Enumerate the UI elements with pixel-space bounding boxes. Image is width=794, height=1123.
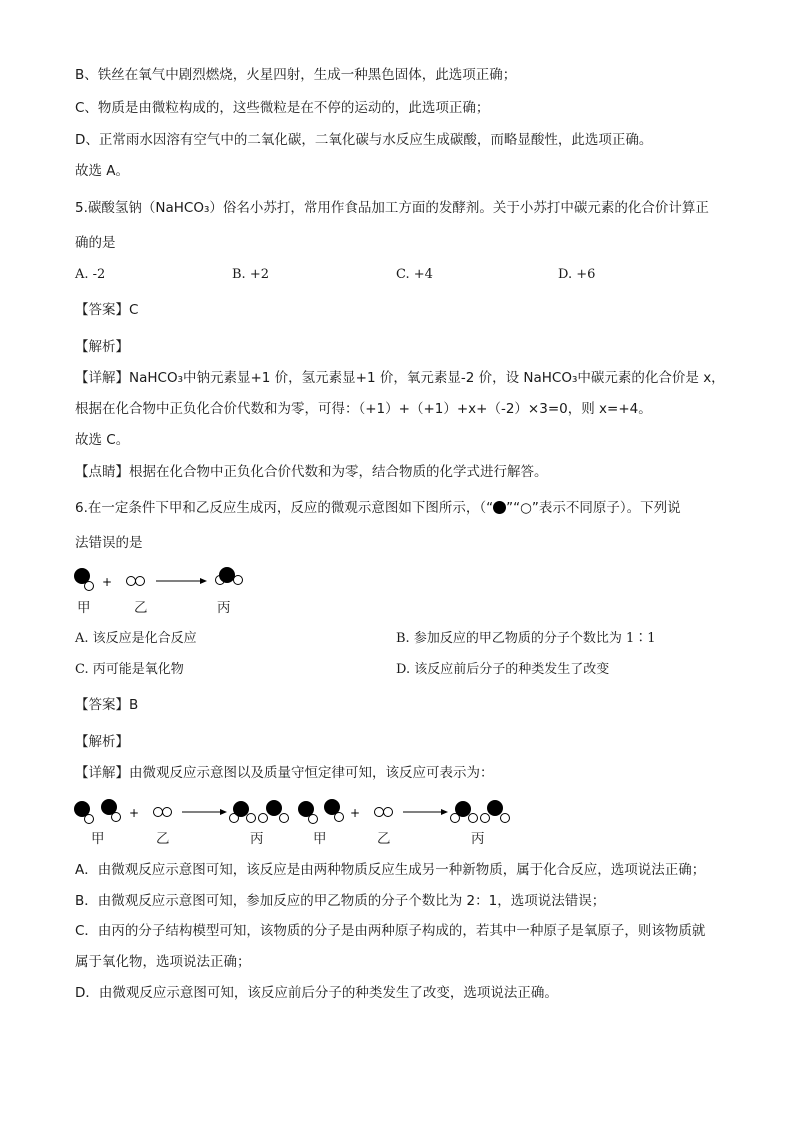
- molecule-bing: [259, 800, 289, 823]
- q5-analysis-tag: 【解析】: [75, 339, 129, 355]
- white-atom-icon: [501, 814, 510, 823]
- diagram2-label-bing: 丙: [471, 831, 485, 847]
- white-atom-icon: [127, 577, 136, 586]
- molecule-bing: [230, 801, 256, 823]
- q6-stem-part1: 6.在一定条件下甲和乙反应生成丙，反应的微观示意图如下图所示，（“: [75, 500, 494, 516]
- white-atom-icon: [469, 814, 478, 823]
- q6-analysis-tag: 【解析】: [75, 734, 129, 750]
- comment-text: 根据在化合物中正负化合价代数和为零，结合物质的化学式进行解答。: [129, 464, 548, 480]
- q5-stem-line1: 5.碳酸氢钠（NaHCO₃）俗名小苏打，常用作食品加工方面的发酵剂。关于小苏打中碳元素的化合价计算正: [75, 200, 709, 216]
- diagram2-label-jia: 甲: [313, 831, 327, 847]
- q5-detail-line2: 根据在化合物中正负化合价代数和为零，可得：（+1）+（+1）+x+（-2）×3=0，则 x=+4。: [75, 401, 652, 417]
- answer-value: C: [129, 302, 139, 318]
- diagram-label-jia: 甲: [77, 600, 91, 616]
- q6-stem-line2: 法错误的是: [75, 535, 143, 551]
- q5-option-c: C. +4: [396, 267, 433, 282]
- white-atom-icon: [259, 814, 268, 823]
- text-line-c: C、物质是由微粒构成的，这些微粒是在不停的运动的，此选项正确；: [75, 100, 490, 116]
- detail-tag: 【详解】: [75, 765, 129, 781]
- white-atom-icon: [112, 813, 121, 822]
- q6-explain-a: A．由微观反应示意图可知，该反应是由两种物质反应生成另一种新物质，属于化合反应，选项说法正确；: [75, 862, 706, 878]
- text-line-d: D、正常雨水因溶有空气中的二氧化碳，二氧化碳与水反应生成碳酸，而略显酸性，此选项正确。: [75, 132, 653, 148]
- white-atom-icon: [154, 808, 163, 817]
- q6-answer: [75, 696, 138, 714]
- answer-tag: 【答案】: [75, 302, 129, 318]
- white-atom-icon: [384, 808, 393, 817]
- q5-option-a: A. -2: [75, 267, 106, 282]
- black-atom-icon: [233, 801, 249, 817]
- q5-choose: 故选 C。: [75, 432, 130, 448]
- reaction-diagram: [70, 564, 250, 598]
- white-atom-icon: [136, 577, 145, 586]
- detail-tag: 【详解】: [75, 370, 129, 386]
- answer-value: B: [129, 697, 139, 713]
- white-atom-icon: [481, 814, 490, 823]
- q6-explain-d: D．由微观反应示意图可知，该反应前后分子的种类发生了改变，选项说法正确。: [75, 985, 558, 1001]
- reaction-arrow: [182, 809, 227, 815]
- q5-comment: [75, 463, 548, 481]
- q6-explain-c-line2: 属于氧化物，选项说法正确；: [75, 954, 251, 970]
- white-atom-icon: [234, 576, 243, 585]
- diagram-label-bing: 丙: [217, 600, 231, 616]
- detail-text: 由微观反应示意图以及质量守恒定律可知，该反应可表示为：: [129, 765, 494, 781]
- q5-option-d: D. +6: [558, 267, 596, 282]
- q5-detail-line1: [75, 369, 725, 387]
- molecule-bing: [216, 567, 243, 585]
- reaction-arrow: [403, 809, 448, 815]
- white-atom-icon: [163, 808, 172, 817]
- q6-explain-b: B．由微观反应示意图可知，参加反应的甲乙物质的分子个数比为 2：1，选项说法错误；: [75, 893, 606, 909]
- q6-stem-part2: ”“○”表示不同原子）。下列说: [506, 500, 681, 516]
- white-atom-icon: [375, 808, 384, 817]
- comment-tag: 【点睛】: [75, 464, 129, 480]
- diagram2-label-jia: 甲: [91, 831, 105, 847]
- white-atom-icon: [85, 582, 94, 591]
- molecule-bing: [451, 801, 478, 823]
- q6-option-a: A. 该反应是化合反应: [75, 631, 197, 646]
- black-atom-icon: [493, 501, 506, 514]
- white-atom-icon: [85, 815, 94, 824]
- molecule-yi: [375, 808, 393, 817]
- q6-detail: [75, 764, 494, 782]
- black-atom-icon: [266, 800, 282, 816]
- molecule-yi: [127, 577, 145, 586]
- molecule-jia: [74, 568, 94, 591]
- q5-option-b: B. +2: [232, 267, 269, 282]
- diagram2-label-yi: 乙: [156, 831, 170, 847]
- reaction-diagram-expanded: [70, 795, 520, 829]
- diagram2-label-yi: 乙: [377, 831, 391, 847]
- diagram-label-yi: 乙: [134, 600, 148, 616]
- text-line-b: B、铁丝在氧气中剧烈燃烧，火星四射，生成一种黑色固体，此选项正确；: [75, 67, 517, 83]
- answer-tag: 【答案】: [75, 697, 129, 713]
- detail-text: NaHCO₃中钠元素显+1 价，氢元素显+1 价，氧元素显-2 价，设 NaHCO₃中碳元素的化合价是 x，: [129, 370, 725, 386]
- molecule-bing: [481, 800, 510, 823]
- q6-explain-c-line1: C．由丙的分子结构模型可知，该物质的分子是由两种原子构成的，若其中一种原子是氧原子，则该物质就: [75, 923, 706, 939]
- white-atom-icon: [280, 814, 289, 823]
- black-atom-icon: [455, 801, 471, 817]
- text-choose-a: 故选 A。: [75, 163, 130, 179]
- molecule-yi: [154, 808, 172, 817]
- white-atom-icon: [335, 813, 344, 822]
- q6-option-d: D. 该反应前后分子的种类发生了改变: [396, 662, 610, 677]
- q6-option-b: B. 参加反应的甲乙物质的分子个数比为 1∶1: [396, 631, 656, 646]
- plus-sign: +: [129, 806, 140, 820]
- white-atom-icon: [309, 815, 318, 824]
- black-atom-icon: [219, 567, 235, 583]
- q5-stem-line2: 确的是: [75, 235, 116, 251]
- black-atom-icon: [487, 800, 503, 816]
- q6-option-c: C. 丙可能是氧化物: [75, 662, 184, 677]
- diagram2-label-bing: 丙: [250, 831, 264, 847]
- white-atom-icon: [247, 814, 256, 823]
- molecule-jia: [101, 799, 121, 822]
- q5-answer: [75, 301, 138, 319]
- plus-sign: +: [350, 806, 361, 820]
- molecule-jia: [298, 801, 318, 824]
- molecule-jia: [324, 799, 344, 822]
- q6-stem-line1: [75, 499, 681, 517]
- plus-sign: +: [102, 575, 113, 589]
- molecule-jia: [74, 801, 94, 824]
- reaction-arrow: [156, 578, 207, 584]
